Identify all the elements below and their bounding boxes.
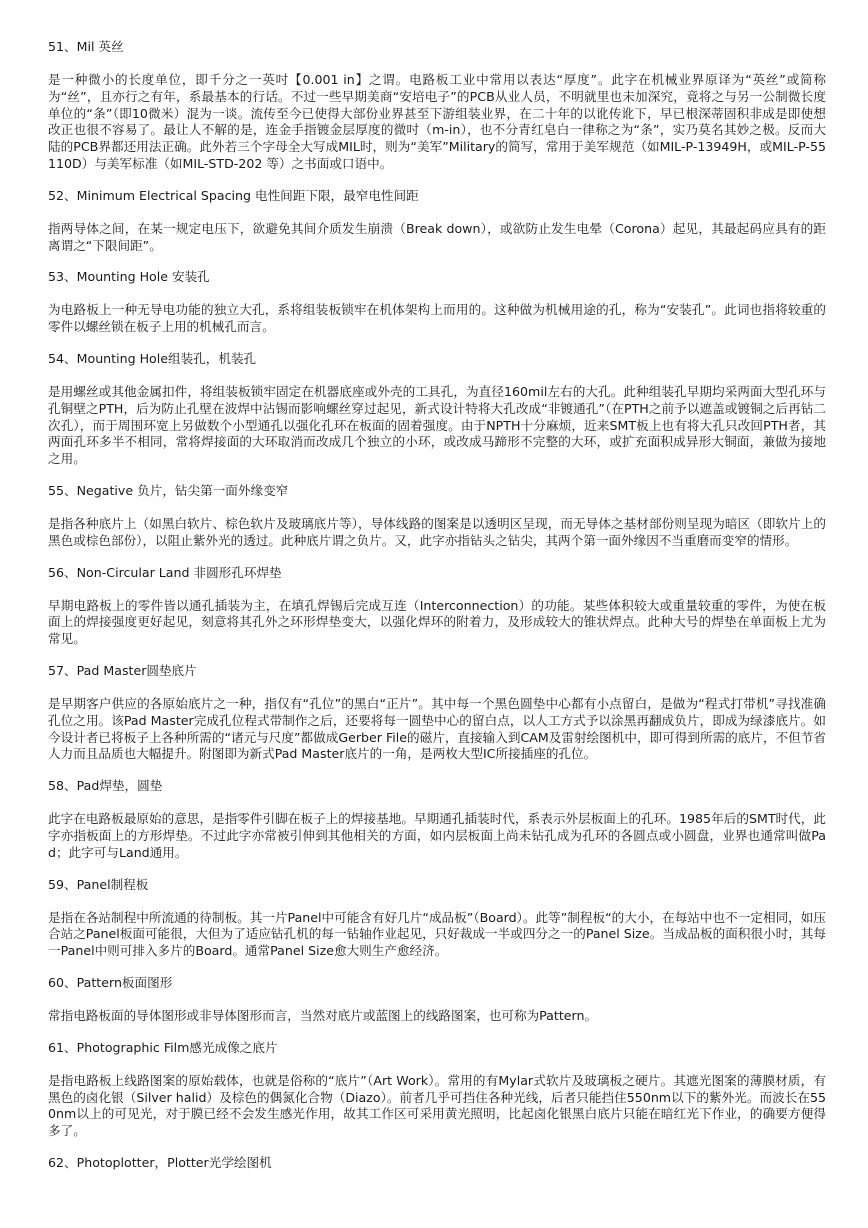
entry-58	[48, 777, 826, 861]
entry-heading: 54、Mounting Hole组装孔，机装孔	[48, 350, 257, 366]
entry-55	[48, 482, 826, 550]
entry-56	[48, 564, 826, 648]
entry-heading: 57、Pad Master圆垫底片	[48, 662, 197, 678]
entry-54	[48, 350, 826, 468]
entry-body: 此字在电路板最原始的意思，是指零件引脚在板子上的焊接基地。早期通孔插装时代，系表示外层板面上的孔环。1985年后的SMT时代，此字亦指板面上的方形焊垫。不过此字亦常被引伸到其他相关的方面，如内层板面上尚未钻孔成为孔环的各圆点或小圆盘，业界也通常叫做Pad；此字可与Land通用。	[48, 811, 826, 860]
entry-61	[48, 1039, 826, 1140]
entry-body: 早期电路板上的零件皆以通孔插装为主，在填孔焊锡后完成互连（Interconnection）的功能。某些体积较大或重量较重的零件，为使在板面上的焊接强度更好起见，刻意将其孔外之环形焊垫变大，以强化焊环的附着力，及形成较大的锥状焊点。此种大号的焊垫在单面板上尤为常见。	[48, 597, 826, 647]
entry-57	[48, 662, 826, 763]
entry-62	[48, 1154, 826, 1172]
entry-heading: 56、Non-Circular Land 非圆形孔环焊垫	[48, 564, 282, 580]
entry-body: 指两导体之间，在某一规定电压下，欲避免其间介质发生崩溃（Break down），或欲防止发生电晕（Corona）起见，其最起码应具有的距离谓之“下限间距”。	[48, 220, 826, 253]
entry-body: 是一种微小的长度单位，即千分之一英吋【0.001 in】之谓。电路板工业中常用以表达“厚度”。此字在机械业界原译为“英丝”或简称为“丝”，且亦行之有年，系最基本的行话。不过一些早期美商“安培电子”的PCB从业人员，不明就里也未加深究，竟将之与另一公制微长度单位的“条”（即10微米）混为一谈。流传至今已使得大部份业界甚至下游组装业界，在二十年的以讹传讹下，早已根深蒂固积非成是即使想改正也很不容易了。最让人不解的是，连金手指镀金层厚度的微吋（m-in），也不分青红皂白一律称之为“条”，实乃莫名其妙之极。反而大陆的PCB界都还用法正确。此外若三个字母全大写成MIL时，则为“美军”Military的简写，常用于美军规范（如MIL-P-13949H，或MIL-P-55110D）与美军标准（如MIL-STD-202 等）之书面或口语中。	[48, 72, 826, 171]
entry-51	[48, 38, 826, 173]
entry-body: 是早期客户供应的各原始底片之一种，指仅有“孔位”的黑白“正片”。其中每一个黑色圆垫中心都有小点留白，是做为“程式打带机”寻找准确孔位之用。该Pad Master完成孔位程式带制作之后，还要将每一圆垫中心的留白点，以人工方式予以涂黑再翻成负片，即成为绿漆底片。如今设计者已将板子上各种所需的“诸元与尺度”都做成Gerber File的磁片，直接输入到CAM及雷射绘图机中，即可得到所需的底片，不但节省人力而且品质也大幅提升。附图即为新式Pad Master底片的一角，是两枚大型IC所接插座的孔位。	[48, 695, 826, 762]
entry-heading: 59、Panel制程板	[48, 876, 149, 892]
entry-heading: 61、Photographic Film感光成像之底片	[48, 1039, 278, 1055]
entry-body: 是指各种底片上（如黑白软片、棕色软片及玻璃底片等），导体线路的图案是以透明区呈现，而无导体之基材部份则呈现为暗区（即软片上的黑色或棕色部份），以阻止紫外光的透过。此种底片谓之负片。又，此字亦指钻头之钻尖，其两个第一面外缘因不当重磨而变窄的情形。	[48, 515, 826, 548]
entry-heading: 60、Pattern板面图形	[48, 974, 173, 990]
entry-60	[48, 974, 826, 1025]
entry-body: 是指在各站制程中所流通的待制板。其一片Panel中可能含有好几片“成品板”（Board）。此等”制程板“的大小，在每站中也不一定相同，如压合站之Panel板面可能很，大但为了适应钻孔机的每一钻轴作业起见，只好裁成一半或四分之一的Panel Size。当成品板的面积很小时，其每一Panel中则可排入多片的Board。通常Panel Size愈大则生产愈经济。	[48, 909, 826, 959]
entry-heading: 52、Minimum Electrical Spacing 电性间距下限，最窄电性间距	[48, 187, 419, 203]
entry-53	[48, 268, 826, 336]
entry-body: 为电路板上一种无导电功能的独立大孔，系将组装板锁牢在机体架构上而用的。这种做为机械用途的孔，称为“安装孔”。此词也指将较重的零件以螺丝锁在板子上用的机械孔而言。	[48, 302, 826, 335]
entry-body: 是指电路板上线路图案的原始载体，也就是俗称的“底片”（Art Work）。常用的有Mylar式软片及玻璃板之硬片。其遮光图案的薄膜材质，有黑色的卤化银（Silver halid）及棕色的偶氮化合物（Diazo）。前者几乎可挡住各种光线，后者只能挡住550nm以下的紫外光。而波长在550nm以上的可见光，对于膜已经不会发生感光作用，故其工作区可采用黄光照明，比起卤化银黑白底片只能在暗红光下作业，的确要方便得多了。	[48, 1072, 826, 1139]
entry-heading: 51、Mil 英丝	[48, 39, 124, 54]
entry-heading: 62、Photoplotter，Plotter光学绘图机	[48, 1154, 272, 1170]
entry-body: 是用螺丝或其他金属扣件，将组装板锁牢固定在机器底座或外壳的工具孔，为直径160mil左右的大孔。此种组装孔早期均采两面大型孔环与孔铜壁之PTH，后为防止孔壁在波焊中沾锡而影响螺丝穿过起见，新式设计特将大孔改成“非镀通孔”（在PTH之前予以遮盖或镀铜之后再钻二次孔），而于周围环宽上另做数个小型通孔以强化孔环在板面的固着强度。由于NPTH十分麻烦，近来SMT板上也有将大孔只改回PTH者，其两面孔环多半不相同，常将焊接面的大环取消而改成几个独立的小环，或改成马蹄形不完整的大环，或扩充面积成异形大铜面，兼做为接地之用。	[48, 383, 826, 467]
entry-body: 常指电路板面的导体图形或非导体图形而言，当然对底片或蓝图上的线路图案，也可称为Pattern。	[48, 1007, 598, 1023]
entry-heading: 53、Mounting Hole 安装孔	[48, 269, 210, 285]
entry-52	[48, 187, 826, 255]
entry-heading: 55、Negative 负片，钻尖第一面外缘变窄	[48, 482, 289, 498]
entry-heading: 58、Pad焊垫，圆垫	[48, 778, 163, 794]
entry-59	[48, 876, 826, 960]
